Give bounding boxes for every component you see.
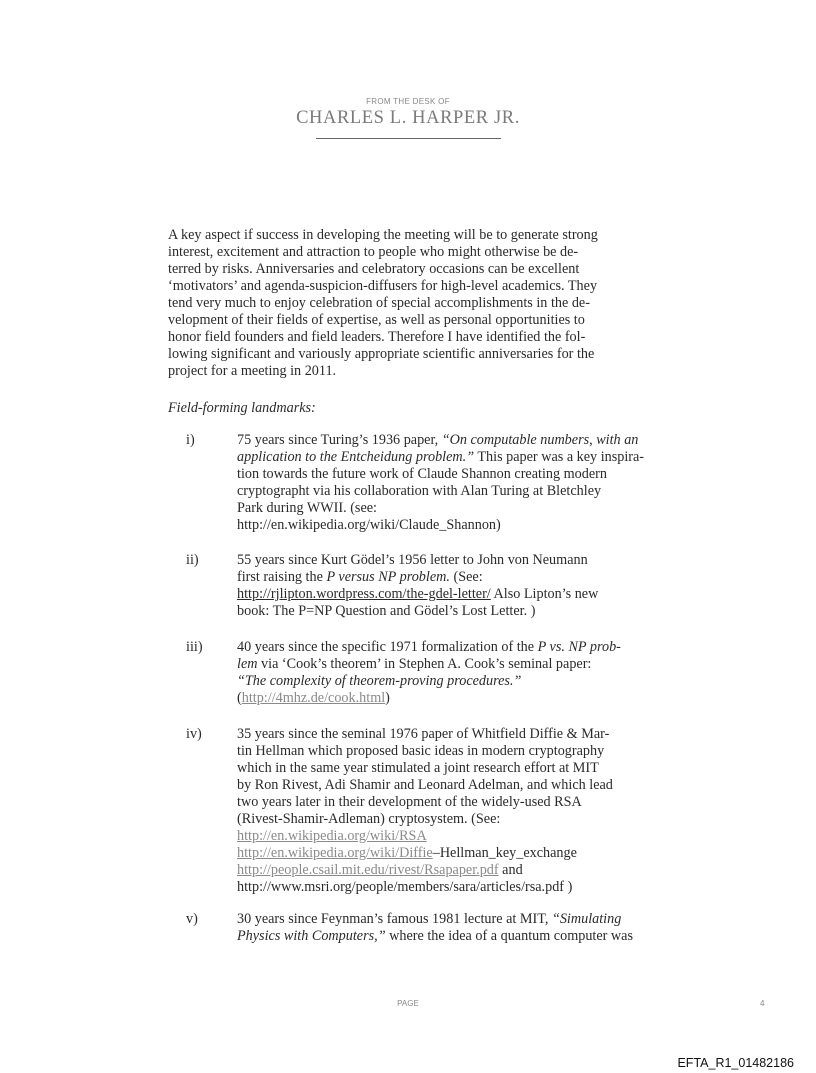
intro-line: A key aspect if success in developing the meeting will be to generate strong xyxy=(168,227,598,243)
item-line: book: The P=NP Question and Gödel’s Lost Letter. ) xyxy=(237,603,536,619)
item-numeral: iii) xyxy=(186,639,203,655)
intro-line: tend very much to enjoy celebration of special accomplishments in the de- xyxy=(168,295,590,311)
item-line: 55 years since Kurt Gödel’s 1956 letter to John von Neumann xyxy=(237,552,588,568)
cook-paper-link[interactable]: http://4mhz.de/cook.html xyxy=(241,690,386,706)
problem-name: P versus NP problem. xyxy=(326,569,450,585)
item-text-span: and xyxy=(498,862,523,878)
footer-page-label: PAGE xyxy=(397,999,419,1008)
lecture-title: Physics with Computers,” xyxy=(237,928,386,944)
letterhead-divider xyxy=(316,138,501,139)
intro-line: velopment of their fields of expertise, as well as personal opportunities to xyxy=(168,312,585,328)
paper-title: “The complexity of theorem-proving procedures.” xyxy=(237,673,522,689)
item-text-span: –Hellman_key_exchange xyxy=(432,845,577,861)
letterhead-from-label: FROM THE DESK OF xyxy=(366,97,450,106)
rsa-wiki-link[interactable]: http://en.wikipedia.org/wiki/RSA xyxy=(237,828,427,844)
item-line: tion towards the future work of Claude Shannon creating modern xyxy=(237,466,607,482)
letterhead-name: CHARLES L. HARPER JR. xyxy=(296,108,520,128)
item-line: cryptographt via his collaboration with Alan Turing at Bletchley xyxy=(237,483,602,499)
item-text-span: first raising the xyxy=(237,569,327,585)
godel-letter-link[interactable]: http://rjlipton.wordpress.com/the-gdel-letter/ xyxy=(237,586,491,602)
item-line: (Rivest-Shamir-Adleman) cryptosystem. (See: xyxy=(237,811,501,827)
item-text xyxy=(237,726,649,896)
item-text xyxy=(237,432,649,534)
item-text-span: 75 years since Turing’s 1936 paper, xyxy=(237,432,442,448)
intro-line: project for a meeting in 2011. xyxy=(168,363,337,379)
rsa-paper-link[interactable]: http://people.csail.mit.edu/rivest/Rsapaper.pdf xyxy=(237,862,499,878)
item-text-span: 40 years since the specific 1971 formalization of the xyxy=(237,639,538,655)
lecture-title: “Simulating xyxy=(551,911,622,927)
diffie-hellman-link[interactable]: http://en.wikipedia.org/wiki/Diffie xyxy=(237,845,433,861)
item-numeral: iv) xyxy=(186,726,202,742)
item-line: two years later in their development of the widely-used RSA xyxy=(237,794,582,810)
item-line: which in the same year stimulated a joint research effort at MIT xyxy=(237,760,599,776)
paper-title: application to the Entcheidung problem.” xyxy=(237,449,475,465)
item-text xyxy=(237,911,649,945)
intro-line: lowing significant and variously appropriate scientific anniversaries for the xyxy=(168,346,595,362)
item-text-span: Also Lipton’s new xyxy=(490,586,599,602)
problem-name: P vs. NP prob- xyxy=(537,639,621,655)
intro-line: ‘motivators’ and agenda-suspicion-diffusers for high-level academics. They xyxy=(168,278,598,294)
item-numeral: v) xyxy=(186,911,198,927)
item-text-span: 30 years since Feynman’s famous 1981 lecture at MIT, xyxy=(237,911,552,927)
item-text-span: via ‘Cook’s theorem’ in Stephen A. Cook’s seminal paper: xyxy=(257,656,592,672)
intro-line: terred by risks. Anniversaries and celebratory occasions can be excellent xyxy=(168,261,580,277)
paren: ( xyxy=(237,690,242,706)
item-line: http://en.wikipedia.org/wiki/Claude_Shannon) xyxy=(237,517,501,533)
item-line: 35 years since the seminal 1976 paper of Whitfield Diffie & Mar- xyxy=(237,726,610,742)
item-line: by Ron Rivest, Adi Shamir and Leonard Adelman, and which lead xyxy=(237,777,613,793)
intro-line: interest, excitement and attraction to people who might otherwise be de- xyxy=(168,244,579,260)
paren: ) xyxy=(385,690,390,706)
intro-line: honor field founders and field leaders. Therefore I have identified the fol- xyxy=(168,329,586,345)
item-text xyxy=(237,552,649,620)
footer-page-number: 4 xyxy=(760,999,765,1008)
item-line: http://www.msri.org/people/members/sara/articles/rsa.pdf ) xyxy=(237,879,573,895)
item-line: tin Hellman which proposed basic ideas in modern cryptography xyxy=(237,743,605,759)
item-numeral: ii) xyxy=(186,552,199,568)
document-id: EFTA_R1_01482186 xyxy=(677,1056,794,1070)
item-text-span: where the idea of a quantum computer was xyxy=(385,928,633,944)
problem-name: lem xyxy=(237,656,258,672)
intro-paragraph xyxy=(168,227,638,380)
paper-title: “On computable numbers, with an xyxy=(441,432,639,448)
item-text-span: (See: xyxy=(449,569,483,585)
item-text-span: This paper was a key inspira- xyxy=(474,449,645,465)
item-line: Park during WWII. (see: xyxy=(237,500,377,516)
field-forming-heading: Field-forming landmarks: xyxy=(168,400,316,416)
item-numeral: i) xyxy=(186,432,195,448)
item-text xyxy=(237,639,649,707)
